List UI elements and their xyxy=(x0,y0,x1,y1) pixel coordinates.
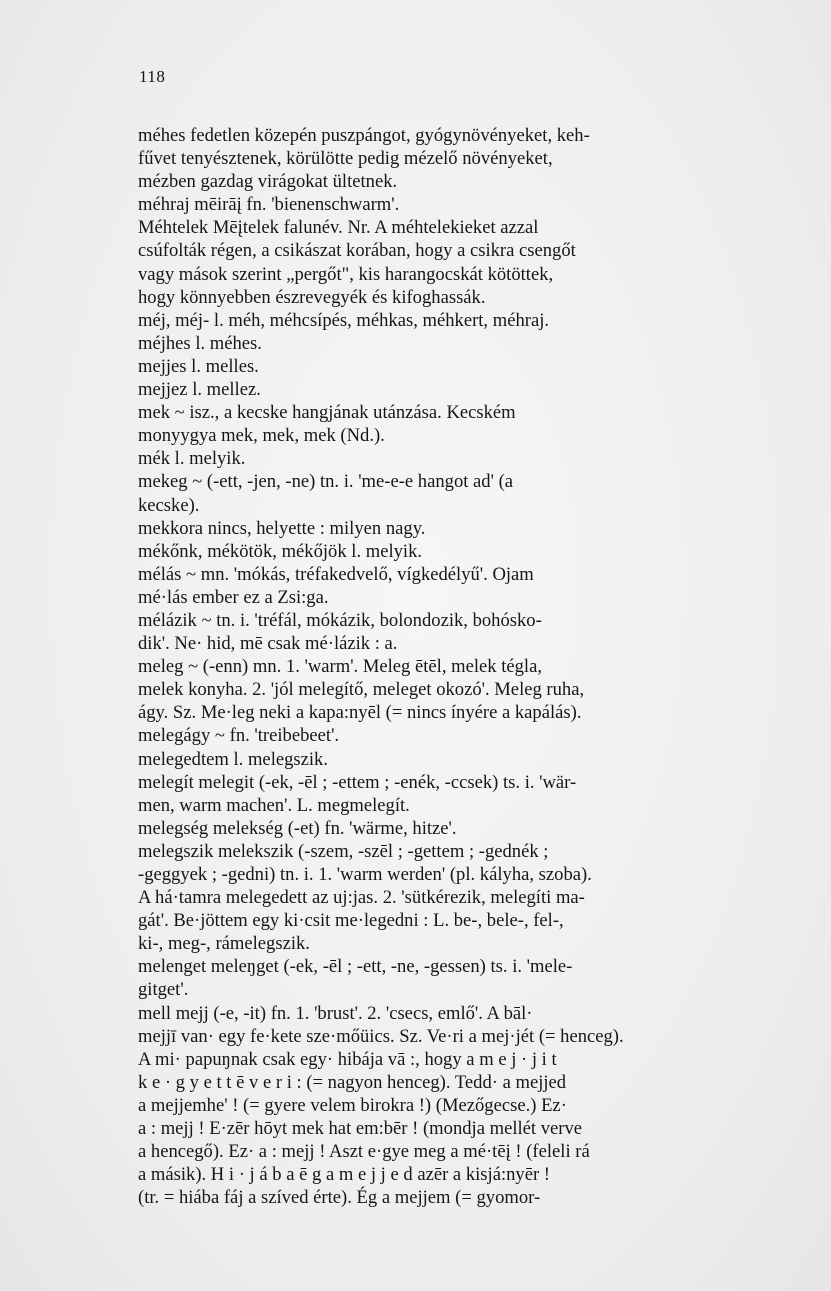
text-line: k e · g y e t t ē v e r i : (= nagyon henceg). Tedd· a mejjed xyxy=(138,1071,567,1093)
text-line: méhraj mēirāį fn. 'bienenschwarm'. xyxy=(138,194,400,216)
text-line: a hencegő). Ez· a : mejj ! Aszt e·gye meg a mé·tēį ! (feleli rá xyxy=(138,1141,590,1163)
text-line: men, warm machen'. L. megmelegít. xyxy=(138,794,410,816)
text-line: a mejjemhe' ! (= gyere velem birokra !) (Mezőgecse.) Ez· xyxy=(138,1094,567,1116)
text-line: A há·tamra melegedett az uj:jas. 2. 'sütkérezik, melegíti ma- xyxy=(138,887,585,909)
text-line: gát'. Be·jöttem egy ki·csit me·legedni : L. be-, bele-, fel-, xyxy=(138,910,564,932)
text-line: melegség melekség (-et) fn. 'wärme, hitze'. xyxy=(138,817,457,839)
text-line: csúfolták régen, a csikászat korában, hogy a csikra csengőt xyxy=(138,240,576,262)
page-number: 118 xyxy=(139,67,166,86)
text-line: a másik). H i · j á b a ē g a m e j j e d azēr a kisjá:nyēr ! xyxy=(138,1164,550,1186)
text-line: melegágy ~ fn. 'treibebeet'. xyxy=(138,725,340,747)
text-line: mé·lás ember ez a Zsi:ga. xyxy=(138,586,329,608)
text-line: mell mejj (-e, -it) fn. 1. 'brust'. 2. 'csecs, emlő'. A bāl· xyxy=(138,1002,533,1024)
text-line: mejjes l. melles. xyxy=(138,355,259,377)
text-line: ki-, meg-, rámelegszik. xyxy=(138,933,310,955)
text-line: a : mejj ! E·zēr hōyt mek hat em:bēr ! (mondja mellét verve xyxy=(138,1118,583,1140)
text-line: méj, méj- l. méh, méhcsípés, méhkas, méhkert, méhraj. xyxy=(138,309,550,331)
text-line: méjhes l. méhes. xyxy=(138,332,262,354)
text-line: melek konyha. 2. 'jól melegítő, meleget okozó'. Meleg ruha, xyxy=(138,679,585,701)
text-line: Méhtelek Mēįtelek falunév. Nr. A méhtelekieket azzal xyxy=(138,217,539,239)
text-line: -geggyek ; -gedni) tn. i. 1. 'warm werden' (pl. kályha, szoba). xyxy=(138,864,592,885)
text-line: A mi· papuŋnak csak egy· hibája vā :, hogy a m e j · j i t xyxy=(138,1048,557,1070)
text-line: monyygya mek, mek, mek (Nd.). xyxy=(138,425,385,447)
text-line: mékőnk, mékötök, mékőjök l. melyik. xyxy=(138,540,423,562)
text-line: melenget meleŋget (-ek, -ēl ; -ett, -ne, -gessen) ts. i. 'mele- xyxy=(138,956,573,978)
text-line: mék l. melyik. xyxy=(138,448,246,470)
text-line: mejjez l. mellez. xyxy=(138,379,261,401)
dictionary-text xyxy=(138,124,764,1209)
text-line: mézben gazdag virágokat ültetnek. xyxy=(138,171,398,193)
text-line: (tr. = hiába fáj a szíved érte). Ég a mejjem (= gyomor- xyxy=(138,1187,541,1209)
text-line: méhes fedetlen közepén puszpángot, gyógynövényeket, keh- xyxy=(138,125,590,146)
text-line: mekkora nincs, helyette : milyen nagy. xyxy=(138,517,426,539)
text-line: ágy. Sz. Me·leg neki a kapa:nyēl (= nincs ínyére a kapálás). xyxy=(138,702,582,724)
text-line: hogy könnyebben észrevegyék és kifoghassák. xyxy=(138,286,486,308)
text-line: gitget'. xyxy=(138,979,189,1001)
text-line: mekeg ~ (-ett, -jen, -ne) tn. i. 'me-e-e hangot ad' (a xyxy=(138,471,514,493)
text-line: kecske). xyxy=(138,494,200,516)
text-line: vagy mások szerint „pergőt", kis harangocskát kötöttek, xyxy=(138,263,554,285)
text-line: mejjī van· egy fe·kete sze·mőüics. Sz. Ve·ri a mej·jét (= henceg). xyxy=(138,1025,624,1047)
text-line: meleg ~ (-enn) mn. 1. 'warm'. Meleg ētēl, melek tégla, xyxy=(138,656,542,678)
text-line: dik'. Ne· hid, mē csak mé·lázik : a. xyxy=(138,633,398,655)
text-line: fűvet tenyésztenek, körülötte pedig mézelő növényeket, xyxy=(138,148,553,170)
text-line: mek ~ isz., a kecske hangjának utánzása. Kecském xyxy=(138,402,516,424)
text-line: mélázik ~ tn. i. 'tréfál, mókázik, bolondozik, bohósko- xyxy=(138,609,542,631)
text-line: mélás ~ mn. 'mókás, tréfakedvelő, vígkedélyű'. Ojam xyxy=(138,563,534,585)
text-line: melegít melegit (-ek, -ēl ; -ettem ; -enék, -ccsek) ts. i. 'wär- xyxy=(138,771,577,793)
text-line: melegedtem l. melegszik. xyxy=(138,748,329,770)
text-line: melegszik melekszik (-szem, -szēl ; -gettem ; -gednék ; xyxy=(138,840,549,862)
